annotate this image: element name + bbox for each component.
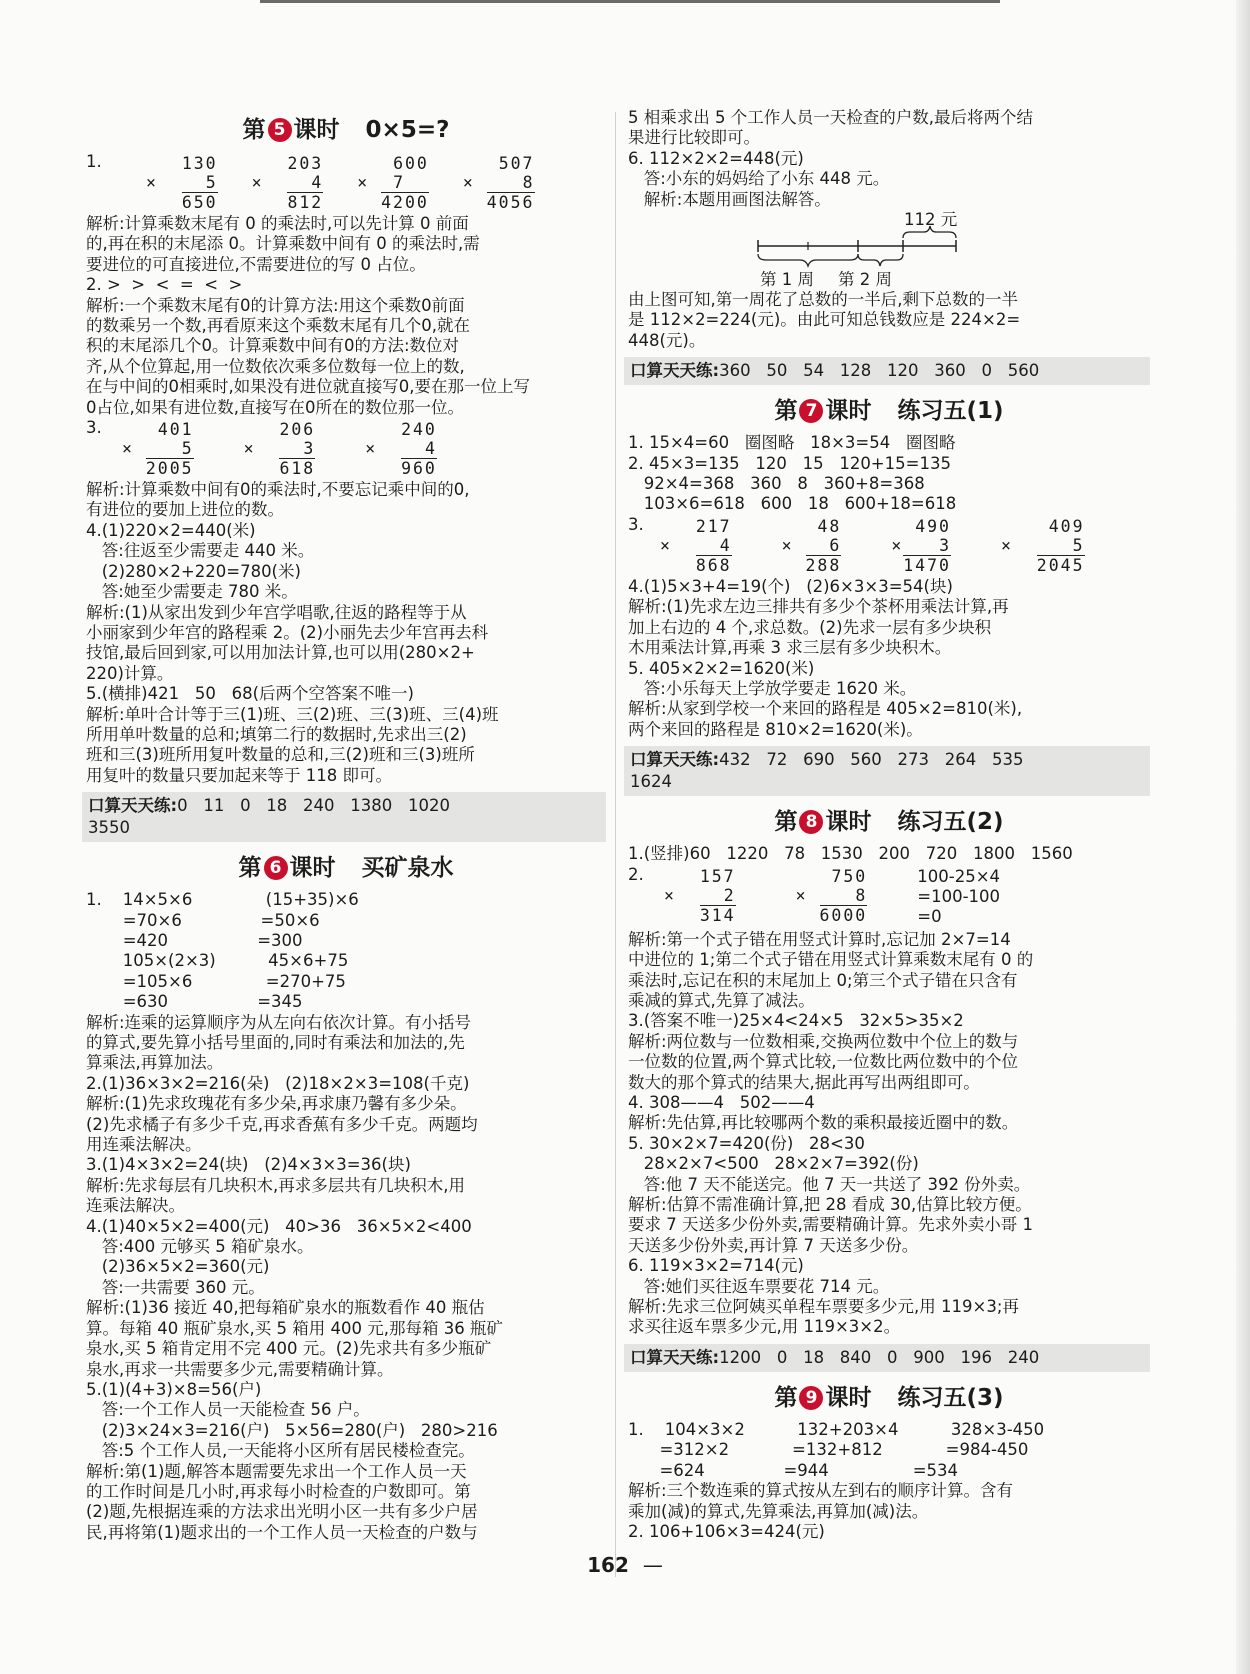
op: × — [146, 173, 158, 192]
lesson-subtitle: 0×5=? — [365, 117, 450, 143]
multiplier: 3 — [303, 439, 316, 459]
l6-q6 — [628, 149, 1150, 210]
kousuan-practice — [624, 1344, 1150, 1372]
page-number — [0, 1553, 1250, 1577]
analysis-line: 技馆,最后回到家,可以用加法计算,也可以用(280×2+ — [86, 643, 475, 663]
calc-line: =312×2 =132+812 =984-450 — [628, 1440, 1029, 1460]
multiplier-row — [660, 536, 732, 555]
left-column — [86, 108, 606, 1543]
answer-line: 2. 106+106×3=424(元) — [628, 1521, 825, 1541]
op: × — [462, 173, 475, 192]
lesson-subtitle: 练习五(3) — [897, 1384, 1004, 1411]
analysis-line: 解析:三个数连乘的算式按从左到右的顺序计算。含有 — [628, 1481, 1014, 1501]
l8-q3 — [628, 1011, 1150, 1093]
calc-line: =630 =345 — [86, 992, 303, 1012]
answer-line: 5. 30×2×7=420(份) 28<30 — [628, 1133, 865, 1153]
kousuan-values: 1624 — [630, 772, 672, 792]
lesson-number-badge: 6 — [264, 856, 288, 880]
kousuan-label: 口算天天练: — [630, 1347, 720, 1367]
op: × — [243, 439, 256, 459]
analysis-line: 泉水,买 5 箱肯定用不完 400 元。(2)先求共有多少瓶矿 — [86, 1339, 492, 1359]
lesson-label: 课时 — [289, 855, 336, 882]
multiplier: 5 — [181, 439, 194, 459]
analysis-line: 民,再将第(1)题求出的一个工作人员一天检查的户数与 — [86, 1522, 478, 1542]
vertical-calcs — [146, 154, 569, 212]
multiplier: 8 — [522, 173, 535, 192]
answer-line: 1. 15×4=60 圈图略 18×3=54 圈图略 — [628, 433, 956, 453]
question-index: 2. — [628, 864, 644, 884]
l5-q2 — [86, 275, 606, 418]
multiplier: 7 — [393, 173, 405, 192]
lesson-label: 课时 — [825, 809, 872, 836]
multiplicand: 48 — [817, 516, 842, 536]
l8-q2 — [628, 865, 1150, 930]
page-edge-shadow — [1236, 0, 1250, 1674]
kousuan-practice — [624, 357, 1150, 385]
answer-line: 103×6=618 600 18 600+18=618 — [628, 494, 957, 514]
analysis-line: 解析:(1)先求左边三排共有多少个茶杯用乘法计算,再 — [628, 597, 1009, 617]
kousuan-values: 432 72 690 560 273 264 535 — [719, 750, 1024, 770]
vertical-calc — [357, 154, 429, 212]
lesson-label: 课时 — [825, 398, 872, 425]
vertical-calcs — [122, 420, 471, 478]
multiplier-row — [252, 173, 324, 192]
multiplier-row — [244, 439, 316, 458]
answer-line: 答:往返至少需要走 440 米。 — [86, 541, 315, 561]
analysis-line: 解析:先求每层有几块积木,再求多层共有几块积木,用 — [86, 1175, 466, 1195]
lesson6-title — [86, 846, 606, 890]
l8-q6 — [628, 1256, 1150, 1338]
answer-line: 28×2×7<500 28×2×7=392(份) — [628, 1154, 919, 1174]
analysis-line: 用复叶的数量只要加起来等于 118 即可。 — [86, 765, 392, 785]
multiplicand: 217 — [695, 516, 732, 536]
multiplicand: 750 — [831, 866, 868, 886]
lesson-prefix: 第 — [242, 117, 266, 143]
analysis-line: 的,再在积的末尾添 0。计算乘数中间有 0 的乘法时,需 — [86, 234, 480, 254]
analysis-line: 解析:(1)先求玫瑰花有多少朵,再求康乃馨有多少朵。 — [86, 1094, 467, 1114]
product: 1470 — [903, 555, 951, 575]
analysis-line: 求买往返车票多少元,用 119×3×2。 — [628, 1317, 901, 1337]
vertical-calc — [664, 867, 736, 928]
multiplier: 6 — [829, 535, 842, 555]
analysis-line: 乘减的算式,先算了减法。 — [628, 990, 815, 1010]
analysis-line: 用连乘法解决。 — [86, 1135, 202, 1155]
analysis-line: 解析:先估算,再比较哪两个数的乘积最接近圈中的数。 — [628, 1113, 1019, 1133]
op: × — [251, 173, 264, 192]
top-brace — [903, 226, 956, 238]
calc-line: =0 — [917, 907, 942, 927]
analysis-line: 解析:计算乘数末尾有 0 的乘法时,可以先计算 0 前面 — [86, 214, 469, 233]
answer-line: 3.(答案不唯一)25×4<24×5 32×5>35×2 — [628, 1011, 964, 1031]
answer-line: 2. 45×3=135 120 15 120+15=135 — [628, 453, 951, 473]
right-column — [628, 108, 1150, 1542]
week1-brace — [758, 254, 858, 266]
multiplier-row — [796, 886, 868, 905]
analysis-line: 解析:(1)从家出发到少年宫学唱歌,往返的路程等于从 — [86, 602, 467, 622]
multiplier: 4 — [719, 535, 732, 555]
analysis-line: 解析:第(1)题,解答本题需要先求出一个工作人员一天 — [86, 1461, 467, 1481]
lesson-number-badge: 7 — [799, 399, 823, 423]
multiplicand: 240 — [401, 420, 437, 440]
lesson-subtitle: 练习五(1) — [897, 398, 1004, 425]
l6-q4 — [86, 1217, 606, 1380]
analysis-line: 解析:先求三位阿姨买单程车票要多少元,用 119×3;再 — [628, 1297, 1019, 1317]
l7-q3 — [628, 515, 1150, 577]
multiplier: 4 — [311, 173, 324, 192]
multiplier: 2 — [723, 885, 736, 905]
kousuan-label: 口算天天练: — [88, 796, 178, 816]
l8-q1 — [628, 844, 1150, 864]
lesson-prefix: 第 — [238, 855, 262, 882]
l6-q6-explanation — [628, 290, 1150, 351]
op: × — [357, 173, 370, 192]
analysis-line: 解析:估算不需准确计算,把 28 看成 30,估算比较方便。 — [628, 1195, 1032, 1215]
product: 2045 — [1036, 555, 1085, 575]
week1-label: 第 1 周 — [760, 270, 814, 290]
analysis-line: 两个来回的路程是 810×2=1620(米)。 — [628, 719, 923, 739]
calc-line: =105×6 =270+75 — [86, 971, 346, 991]
multiplier: 5 — [205, 173, 218, 192]
calc-line: =70×6 =50×6 — [86, 910, 320, 930]
l5-q3 — [86, 418, 606, 480]
kousuan-values: 1200 0 18 840 0 900 196 240 — [719, 1347, 1040, 1367]
vertical-calc — [244, 420, 316, 478]
lesson-subtitle: 买矿泉水 — [361, 855, 454, 882]
lesson8-title — [628, 800, 1150, 844]
analysis-line: 解析:两位数与一位数相乘,交换两位数中个位上的数与 — [628, 1031, 1019, 1051]
kousuan-label: 口算天天练: — [630, 361, 720, 381]
multiplier: 3 — [939, 535, 951, 555]
multiplicand: 206 — [279, 420, 316, 440]
column-divider — [615, 112, 616, 1577]
analysis-line: 数大的那个算式的结果大,据此再写出两组即可。 — [628, 1072, 980, 1092]
l5-q4 — [86, 521, 606, 684]
vertical-calc — [365, 420, 437, 478]
l8-q5 — [628, 1134, 1150, 1256]
answer-line: 92×4=368 360 8 360+8=368 — [628, 474, 925, 494]
l6-q5-continued — [628, 108, 1150, 149]
week2-brace — [858, 254, 903, 266]
multiplicand: 600 — [393, 154, 429, 173]
analysis-line: 的数乘另一个数,再看原来这个乘数末尾有几个0,就在 — [86, 316, 470, 336]
analysis-line: 在与中间的0相乘时,如果没有进位就直接写0,要在那一位上写 — [86, 377, 530, 397]
lesson-subtitle: 练习五(2) — [897, 809, 1004, 836]
lesson-prefix: 第 — [774, 1384, 798, 1411]
l7-q5 — [628, 659, 1150, 741]
analysis-line: 解析:本题用画图法解答。 — [628, 189, 831, 209]
multiplier: 4 — [424, 439, 437, 459]
product: 868 — [695, 555, 732, 575]
l6-q2 — [86, 1074, 606, 1156]
analysis-line: 齐,从个位算起,用一位数依次乘多位数每一位上的数, — [86, 356, 465, 376]
answer-line: 答:小乐每天上学放学要走 1620 米。 — [628, 678, 917, 698]
answer-line: (2)3×24×3=216(户) 5×56=280(户) 280>216 — [86, 1420, 498, 1440]
op: × — [660, 535, 672, 555]
analysis-line: (2)题,先根据连乘的方法求出光明小区一共有多少户居 — [86, 1502, 478, 1522]
analysis-line: 解析:从家到学校一个来回的路程是 405×2=810(米), — [628, 699, 1023, 719]
question-index: 1. — [86, 152, 102, 171]
multiplicand: 203 — [287, 154, 324, 173]
analysis-line: 解析:连乘的运算顺序为从左向右依次计算。有小括号 — [86, 1012, 472, 1032]
l5-q3-analysis — [86, 480, 606, 521]
analysis-line: 连乘法解决。 — [86, 1196, 185, 1216]
lesson7-title — [628, 389, 1150, 433]
analysis-line: 小丽家到少年宫的路程乘 2。(2)小丽先去少年宫再去科 — [86, 622, 489, 642]
vertical-calc — [796, 867, 868, 928]
lesson5-title — [86, 108, 606, 152]
l7-q1-q2 — [628, 433, 1150, 515]
answer-line: 答:400 元够买 5 箱矿泉水。 — [86, 1237, 314, 1257]
l5-q1-analysis — [86, 214, 606, 275]
analysis-line: 由上图可知,第一周花了总数的一半后,剩下总数的一半 — [628, 290, 1018, 310]
multiplicand: 507 — [498, 154, 535, 173]
op: × — [664, 885, 676, 905]
calc-line: =420 =300 — [86, 930, 303, 950]
op: × — [795, 885, 808, 905]
answer-line: 答:他 7 天不能送完。他 7 天一共送了 392 份外卖。 — [628, 1174, 1031, 1194]
answer-line: 4.(1)5×3+4=19(个) (2)6×3×3=54(块) — [628, 576, 953, 596]
analysis-line: 积的末尾添几个0。计算乘数中间有0的方法:数位对 — [86, 336, 460, 356]
kousuan-practice — [624, 746, 1150, 796]
analysis-line: 乘法时,忘记在积的末尾加上 0;第三个式子错在只含有 — [628, 970, 1018, 990]
lesson-label: 课时 — [293, 117, 340, 143]
analysis-line: 解析:(1)36 接近 40,把每箱矿泉水的瓶数看作 40 瓶估 — [86, 1298, 485, 1318]
product: 812 — [287, 193, 324, 212]
analysis-line: 木用乘法计算,再乘 3 求三层有多少块积木。 — [628, 638, 952, 658]
op: × — [891, 535, 904, 555]
analysis-line: 解析:第一个式子错在用竖式计算时,忘记加 2×7=14 — [628, 929, 1011, 949]
answer-line: 6. 112×2×2=448(元) — [628, 148, 804, 168]
multiplicand: 401 — [157, 420, 194, 440]
product: 960 — [401, 459, 437, 479]
multiplier-row — [1001, 536, 1085, 555]
answer-line: 答:一个工作人员一天能检查 56 户。 — [86, 1400, 370, 1420]
lesson9-title — [628, 1376, 1150, 1420]
answer-line: 4.(1)220×2=440(米) — [86, 520, 256, 540]
answer-line: (2)36×5×2=360(元) — [86, 1257, 270, 1277]
vertical-calc — [146, 154, 218, 212]
multiplicand: 130 — [181, 154, 218, 173]
multiplicand: 157 — [699, 866, 736, 886]
multiplier-row — [146, 173, 218, 192]
analysis-line: 的工作时间是几小时,再求每小时检查的户数即可。第 — [86, 1481, 471, 1501]
analysis-line: 是 112×2=224(元)。由此可知总钱数应是 224×2= — [628, 310, 1021, 330]
analysis-line: 泉水,再求一共需要多少元,需要精确计算。 — [86, 1359, 394, 1379]
analysis-line: 班和三(3)班所用复叶数量的总和,三(2)班和三(3)班所 — [86, 745, 475, 765]
lesson-number-badge: 8 — [799, 810, 823, 834]
analysis-line: 加上右边的 4 个,求总数。(2)先求一层有多少块积 — [628, 617, 992, 637]
lesson-prefix: 第 — [774, 398, 798, 425]
product: 288 — [805, 555, 842, 575]
answer-line: 5.(1)(4+3)×8=56(户) — [86, 1379, 262, 1399]
lesson-label: 课时 — [825, 1384, 872, 1411]
analysis-line: 解析:单叶合计等于三(1)班、三(2)班、三(3)班、三(4)班 — [86, 704, 499, 724]
vertical-calc — [660, 517, 732, 575]
answer-line: 4.(1)40×5×2=400(元) 40>36 36×5×2<400 — [86, 1216, 472, 1236]
multiplier-row — [891, 536, 951, 555]
analysis-line: 果进行比较即可。 — [628, 128, 760, 148]
analysis-line: 要进位的可直接进位,不需要进位的写 0 占位。 — [86, 254, 426, 274]
lesson-number-badge: 5 — [268, 118, 292, 142]
l8-q4 — [628, 1093, 1150, 1134]
analysis-line: 中进位的 1;第二个式子错在用竖式计算乘数末尾有 0 的 — [628, 950, 1034, 970]
answer-line: (2)280×2+220=780(米) — [86, 561, 301, 581]
l5-q1 — [86, 152, 606, 214]
calc-line: 1. 104×3×2 132+203×4 328×3-450 — [628, 1419, 1045, 1439]
answer-line: 答:5 个工作人员,一天能将小区所有居民楼检查完。 — [86, 1441, 475, 1461]
analysis-line: 算。每箱 40 瓶矿泉水,买 5 箱用 400 元,那每箱 36 瓶矿 — [86, 1318, 503, 1338]
multiplicand: 490 — [915, 516, 951, 536]
answer-line: 5.(横排)421 50 68(后两个空答案不唯一) — [86, 684, 414, 704]
product: 4056 — [486, 193, 535, 212]
lesson-prefix: 第 — [774, 809, 798, 836]
l8-q2-analysis — [628, 930, 1150, 1012]
answer-line: 5. 405×2×2=1620(米) — [628, 658, 815, 678]
multiplier-row — [463, 173, 535, 192]
vertical-calc — [252, 154, 324, 212]
answer-line: 6. 119×3×2=714(元) — [628, 1256, 804, 1276]
op: × — [365, 439, 378, 459]
week2-label: 第 2 周 — [838, 270, 892, 290]
calc-line: =100-100 — [917, 886, 1001, 906]
vertical-calc — [1001, 517, 1085, 575]
product: 650 — [181, 193, 218, 212]
calc-line: 1. 14×5×6 (15+35)×6 — [86, 890, 359, 910]
multiplier: 5 — [1072, 535, 1085, 555]
vertical-calc — [463, 154, 535, 212]
diagram-amount-label: 112 元 — [904, 210, 958, 230]
product: 314 — [699, 905, 736, 925]
analysis-line: 要求 7 天送多少份外卖,需要精确计算。先求外卖小哥 1 — [628, 1215, 1033, 1235]
top-rule — [260, 0, 1000, 3]
analysis-line: 所用单叶数量的总和;填第二行的数据时,先求出三(2) — [86, 724, 467, 744]
page-number-dash: — — [642, 1553, 663, 1577]
multiplier-row — [122, 439, 194, 458]
analysis-line: 有进位的要加上进位的数。 — [86, 500, 284, 520]
l6-q1 — [86, 890, 606, 1074]
multiplier: 8 — [855, 885, 868, 905]
answer-line: 4. 308——4 502——4 — [628, 1093, 815, 1112]
multiplier-row — [365, 439, 437, 458]
answer-line: 3.(1)4×3×2=24(块) (2)4×3×3=36(块) — [86, 1155, 411, 1175]
l6-q5 — [86, 1380, 606, 1543]
vertical-calc — [782, 517, 842, 575]
analysis-line: 的算式,要先算小括号里面的,同时有乘法和加法的,先 — [86, 1033, 465, 1052]
multiplier-row — [664, 886, 736, 905]
analysis-line: 天送多少份外卖,再计算 7 天送多少份。 — [628, 1235, 919, 1255]
analysis-line: 算乘法,再算加法。 — [86, 1053, 224, 1073]
op: × — [781, 535, 794, 555]
calc-line: 105×(2×3) 45×6+75 — [86, 951, 349, 971]
analysis-line: 乘加(减)的算式,先算乘法,再算加(减)法。 — [628, 1501, 929, 1521]
l5-q5 — [86, 684, 606, 786]
vertical-calcs — [664, 867, 1000, 928]
answer-line: 2.(1)36×3×2=216(朵) (2)18×2×3=108(千克) — [86, 1073, 470, 1093]
kousuan-values: 360 50 54 128 120 360 0 560 — [719, 361, 1040, 381]
page-number-text: 162 — [587, 1553, 629, 1577]
question-index: 3. — [86, 418, 102, 438]
analysis-line: 解析:计算乘数中间有0的乘法时,不要忘记乘中间的0, — [86, 480, 470, 500]
product: 4200 — [381, 193, 429, 212]
analysis-line: 220)计算。 — [86, 663, 174, 683]
multiplier-row — [357, 173, 429, 192]
l9-q1 — [628, 1420, 1150, 1542]
vertical-calc — [891, 517, 951, 575]
product: 2005 — [145, 459, 194, 479]
answer-line: 答:她们买往返车票要花 714 元。 — [628, 1276, 890, 1296]
l7-q4 — [628, 577, 1150, 659]
vertical-calcs — [660, 517, 1119, 575]
calc-line: 100-25×4 — [917, 866, 1001, 886]
answer-line: 1.(竖排)60 1220 78 1530 200 720 1800 1560 — [628, 844, 1073, 864]
line-segment-diagram — [628, 210, 1150, 290]
answer-line: 答:一共需要 360 元。 — [86, 1277, 265, 1297]
vertical-calc — [122, 420, 194, 478]
answer-line: 2. > > < = < > — [86, 275, 243, 295]
analysis-line: 一位数的位置,两个算式比较,一位数比两位数中的个位 — [628, 1052, 1018, 1072]
lesson-number-badge: 9 — [799, 1386, 823, 1410]
analysis-line: 0占位,如果有进位数,直接写在0所在的数位那一位。 — [86, 397, 464, 417]
question-index: 3. — [628, 514, 644, 534]
analysis-line: 5 相乘求出 5 个工作人员一天检查的户数,最后将两个结 — [628, 108, 1033, 127]
kousuan-practice — [82, 792, 606, 842]
kousuan-label: 口算天天练: — [630, 750, 720, 770]
analysis-line: (2)先求橘子有多少千克,再求香蕉有多少千克。两题均 — [86, 1114, 478, 1134]
op: × — [122, 439, 134, 459]
answer-line: 答:她至少需要走 780 米。 — [86, 582, 298, 602]
multiplicand: 409 — [1048, 516, 1085, 536]
op: × — [1001, 535, 1013, 555]
product: 618 — [279, 459, 316, 479]
multiplier-row — [782, 536, 842, 555]
l6-q3 — [86, 1155, 606, 1216]
kousuan-values: 0 11 0 18 240 1380 1020 — [177, 796, 450, 816]
analysis-line: 448(元)。 — [628, 330, 706, 350]
calc-line: =624 =944 =534 — [628, 1460, 959, 1480]
kousuan-values: 3550 — [88, 818, 130, 838]
horizontal-calc — [917, 867, 1000, 928]
product: 6000 — [819, 905, 868, 925]
analysis-line: 解析:一个乘数末尾有0的计算方法:用这个乘数0前面 — [86, 295, 465, 315]
answer-line: 答:小东的妈妈给了小东 448 元。 — [628, 169, 890, 189]
